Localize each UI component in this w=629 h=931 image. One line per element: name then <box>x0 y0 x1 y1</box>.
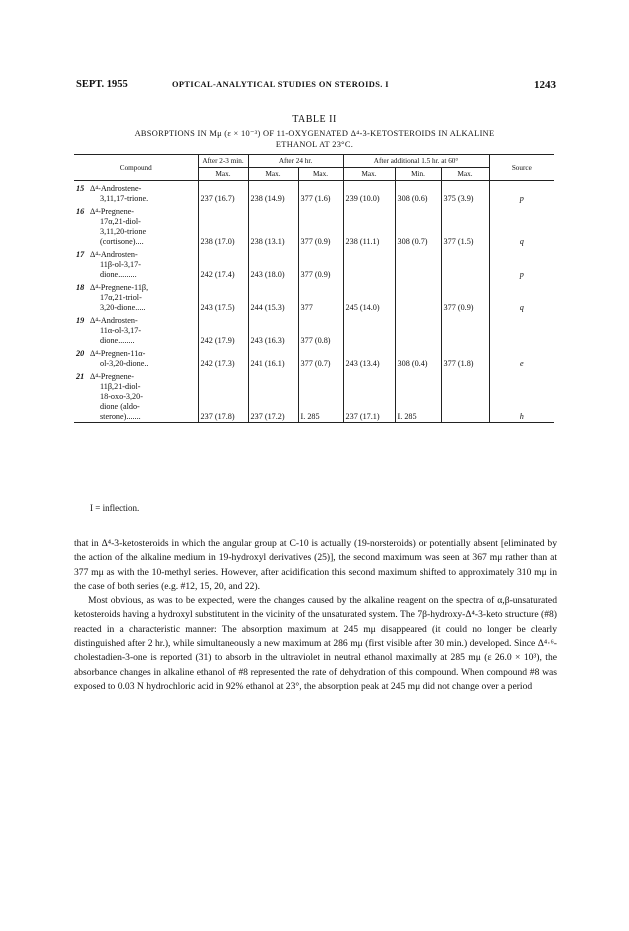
source-cell <box>489 382 554 392</box>
value-cell <box>395 372 441 382</box>
value-cell <box>343 402 395 412</box>
value-cell <box>395 349 441 359</box>
value-cell: 308 (0.7) <box>395 237 441 247</box>
compound-name: 11β,21-diol- <box>100 382 141 391</box>
value-cell: 238 (13.1) <box>248 237 298 247</box>
source-cell: e <box>489 359 554 369</box>
value-cell <box>298 402 343 412</box>
value-cell <box>441 270 489 280</box>
value-cell: 377 (0.9) <box>441 303 489 313</box>
compound-number <box>74 359 88 369</box>
compound-name: 3,11,17-trione. <box>100 194 149 203</box>
value-cell <box>298 326 343 336</box>
value-cell: 308 (0.6) <box>395 194 441 204</box>
subheader-max: Max. <box>343 168 395 181</box>
value-cell: 238 (17.0) <box>198 237 248 247</box>
value-cell <box>441 382 489 392</box>
value-cell <box>441 349 489 359</box>
value-cell: I. 285 <box>298 412 343 423</box>
value-cell <box>395 283 441 293</box>
value-cell <box>343 217 395 227</box>
value-cell <box>343 293 395 303</box>
value-cell <box>198 217 248 227</box>
value-cell: 237 (17.8) <box>198 412 248 423</box>
value-cell <box>198 207 248 217</box>
table-row <box>74 412 554 423</box>
compound-name: Δ⁴-Pregnene- <box>90 207 135 216</box>
compound-number: 17 <box>76 250 85 259</box>
value-cell <box>395 392 441 402</box>
value-cell <box>198 227 248 237</box>
table-footnote: I = inflection. <box>90 503 140 513</box>
compound-number <box>74 260 88 270</box>
value-cell <box>441 217 489 227</box>
value-cell <box>395 250 441 260</box>
value-cell <box>198 326 248 336</box>
value-cell <box>248 392 298 402</box>
compound-number: 20 <box>76 349 85 358</box>
value-cell <box>343 184 395 194</box>
value-cell: 243 (17.5) <box>198 303 248 313</box>
table-caption-line2: ETHANOL AT 23°C. <box>275 140 354 149</box>
value-cell: 243 (13.4) <box>343 359 395 369</box>
value-cell <box>343 260 395 270</box>
header-date: SEPT. 1955 <box>76 79 128 90</box>
value-cell <box>441 336 489 346</box>
value-cell <box>441 316 489 326</box>
table-row <box>74 382 554 392</box>
compound-name: 17α,21-diol- <box>100 217 141 226</box>
compound-name: Δ⁴-Pregnene-11β, <box>90 283 149 292</box>
compound-number <box>74 217 88 227</box>
value-cell: 377 (1.6) <box>298 194 343 204</box>
subheader-max: Max. <box>198 168 248 181</box>
table-row <box>74 207 554 217</box>
compound-number: 16 <box>76 207 85 216</box>
header-source: Source <box>489 155 554 181</box>
source-cell: q <box>489 237 554 247</box>
compound-number <box>74 402 88 412</box>
value-cell <box>441 283 489 293</box>
value-cell <box>395 336 441 346</box>
header-after-24-hr: After 24 hr. <box>248 155 343 168</box>
value-cell <box>298 184 343 194</box>
value-cell: 377 (0.9) <box>298 270 343 280</box>
table-row <box>74 402 554 412</box>
source-cell <box>489 184 554 194</box>
table-row <box>74 349 554 359</box>
source-cell: p <box>489 194 554 204</box>
value-cell: 241 (16.1) <box>248 359 298 369</box>
value-cell: 243 (16.3) <box>248 336 298 346</box>
compound-name: dione (aldo- <box>100 402 140 411</box>
table-row <box>74 250 554 260</box>
value-cell <box>343 392 395 402</box>
source-cell <box>489 326 554 336</box>
source-cell <box>489 227 554 237</box>
value-cell <box>248 349 298 359</box>
compound-name: Δ⁴-Androstene- <box>90 184 142 193</box>
compound-name: 3,20-dione..... <box>100 303 146 312</box>
value-cell <box>343 336 395 346</box>
running-header <box>76 79 556 95</box>
value-cell <box>441 402 489 412</box>
source-cell <box>489 207 554 217</box>
value-cell <box>198 283 248 293</box>
compound-name: dione......... <box>100 270 137 279</box>
value-cell <box>298 250 343 260</box>
table-row <box>74 283 554 293</box>
value-cell <box>248 382 298 392</box>
subheader-max: Max. <box>298 168 343 181</box>
value-cell: 377 (1.8) <box>441 359 489 369</box>
table-row <box>74 372 554 382</box>
table-row <box>74 336 554 346</box>
compound-number <box>74 336 88 346</box>
value-cell <box>441 293 489 303</box>
source-cell <box>489 283 554 293</box>
value-cell <box>298 217 343 227</box>
value-cell <box>343 316 395 326</box>
value-cell <box>343 207 395 217</box>
compound-number <box>74 382 88 392</box>
value-cell <box>248 250 298 260</box>
value-cell <box>441 392 489 402</box>
compound-name: 11α-ol-3,17- <box>100 326 142 335</box>
value-cell <box>343 382 395 392</box>
value-cell <box>198 316 248 326</box>
table-row <box>74 260 554 270</box>
value-cell <box>298 227 343 237</box>
value-cell <box>248 260 298 270</box>
value-cell <box>343 326 395 336</box>
value-cell <box>248 227 298 237</box>
value-cell <box>395 326 441 336</box>
table-row <box>74 303 554 313</box>
value-cell: 377 (0.8) <box>298 336 343 346</box>
value-cell <box>248 293 298 303</box>
value-cell <box>395 382 441 392</box>
compound-name: sterone)....... <box>100 412 141 421</box>
value-cell: 237 (17.2) <box>248 412 298 423</box>
value-cell <box>441 326 489 336</box>
value-cell <box>343 227 395 237</box>
value-cell <box>248 372 298 382</box>
table-row <box>74 270 554 280</box>
value-cell: 238 (11.1) <box>343 237 395 247</box>
value-cell <box>343 250 395 260</box>
header-title: OPTICAL-ANALYTICAL STUDIES ON STEROIDS. I <box>172 80 389 89</box>
compound-name: ol-3,20-dione.. <box>100 359 149 368</box>
value-cell <box>198 184 248 194</box>
paragraph: that in Δ⁴-3-ketosteroids in which the angular group at C-10 is actually (19-norsteroids) or potentially absent [eliminated by the action of the alkaline medium in 19-hydroxyl derivatives (25)], the second maximum was seen at 367 mμ rather than at 377 mμ as with the 10-methyl series. However, after acidification this second maximum shifted to approximately 310 mμ in the case of both series (e.g. #12, 15, 20, and 22). <box>74 538 557 592</box>
value-cell <box>198 382 248 392</box>
value-cell: 237 (17.1) <box>343 412 395 423</box>
value-cell <box>298 260 343 270</box>
body-text <box>74 537 557 694</box>
subheader-max: Max. <box>248 168 298 181</box>
table-row <box>74 237 554 247</box>
value-cell <box>248 316 298 326</box>
table-row <box>74 392 554 402</box>
value-cell: 375 (3.9) <box>441 194 489 204</box>
value-cell <box>343 283 395 293</box>
compound-number: 15 <box>76 184 85 193</box>
value-cell <box>248 207 298 217</box>
value-cell: 308 (0.4) <box>395 359 441 369</box>
value-cell: 237 (16.7) <box>198 194 248 204</box>
value-cell <box>248 217 298 227</box>
value-cell <box>395 184 441 194</box>
source-cell <box>489 372 554 382</box>
compound-number: 18 <box>76 283 85 292</box>
source-cell <box>489 336 554 346</box>
compound-number <box>74 270 88 280</box>
subheader-min: Min. <box>395 168 441 181</box>
compound-number <box>74 303 88 313</box>
source-cell: p <box>489 270 554 280</box>
value-cell <box>298 316 343 326</box>
source-cell <box>489 349 554 359</box>
table-caption: ABSORPTIONS IN Mμ (ε × 10⁻³) OF 11-OXYGENATED Δ⁴-3-KETOSTEROIDS IN ALKALINE <box>134 129 495 138</box>
value-cell <box>395 227 441 237</box>
paragraph: Most obvious, as was to be expected, were the changes caused by the alkaline reagent on the spectra of α,β-unsaturated ketosteroids having a hydroxyl substitutent in the vicinity of the unsaturated system. The 7β-hydroxy-Δ⁴-3-keto structure (#8) reacted in a characteristic manner: The absorption maximum at 245 mμ disappeared (it could no longer be clearly distinguished after 2 hr.), while simultaneously a new maximum at 286 mμ (first visible after 30 min.) developed. Since Δ⁴·⁶-cholestadien-3-one is reported (31) to absorb in the ultraviolet in neutral ethanol maximally at 285 mμ (ε 26.0 × 10³), the absorbance changes in alkaline ethanol of #8 represented the rate of dehydration of this compound. When compound #8 was exposed to 0.03 N hydrochloric acid in 92% ethanol at 23°, the absorption peak at 245 mμ did not change over a period <box>74 595 557 692</box>
compound-number <box>74 227 88 237</box>
table-row <box>74 359 554 369</box>
value-cell <box>441 227 489 237</box>
value-cell <box>441 260 489 270</box>
value-cell: 244 (15.3) <box>248 303 298 313</box>
compound-number <box>74 194 88 204</box>
source-cell: q <box>489 303 554 313</box>
compound-number <box>74 237 88 247</box>
value-cell <box>298 349 343 359</box>
value-cell <box>248 184 298 194</box>
source-cell <box>489 260 554 270</box>
compound-name: Δ⁴-Androsten- <box>90 250 138 259</box>
table-row <box>74 326 554 336</box>
value-cell <box>198 250 248 260</box>
value-cell <box>298 382 343 392</box>
compound-number: 21 <box>76 372 85 381</box>
value-cell <box>395 293 441 303</box>
value-cell: 377 (0.7) <box>298 359 343 369</box>
compound-name: 3,11,20-trione <box>100 227 147 236</box>
compound-number: 19 <box>76 316 85 325</box>
value-cell: 377 (1.5) <box>441 237 489 247</box>
source-cell <box>489 392 554 402</box>
table-row <box>74 227 554 237</box>
subheader-max: Max. <box>441 168 489 181</box>
absorption-table <box>74 154 554 423</box>
value-cell: 238 (14.9) <box>248 194 298 204</box>
header-after-2-3-min: After 2-3 min. <box>198 155 248 168</box>
value-cell <box>343 372 395 382</box>
value-cell <box>395 270 441 280</box>
compound-number <box>74 412 88 423</box>
value-cell: 242 (17.4) <box>198 270 248 280</box>
compound-name: Δ⁴-Pregnen-11α- <box>90 349 146 358</box>
value-cell <box>441 372 489 382</box>
value-cell <box>298 207 343 217</box>
table-row <box>74 194 554 204</box>
value-cell <box>198 392 248 402</box>
source-cell <box>489 250 554 260</box>
compound-name: Δ⁴-Androsten- <box>90 316 138 325</box>
value-cell <box>248 402 298 412</box>
source-cell: h <box>489 412 554 423</box>
value-cell <box>343 270 395 280</box>
value-cell <box>395 303 441 313</box>
table-row <box>74 293 554 303</box>
source-cell <box>489 316 554 326</box>
value-cell <box>198 402 248 412</box>
value-cell <box>395 217 441 227</box>
value-cell <box>298 283 343 293</box>
value-cell: 239 (10.0) <box>343 194 395 204</box>
value-cell <box>298 293 343 303</box>
value-cell <box>395 402 441 412</box>
table-row <box>74 316 554 326</box>
value-cell <box>298 372 343 382</box>
source-cell <box>489 293 554 303</box>
source-cell <box>489 402 554 412</box>
value-cell <box>441 412 489 423</box>
value-cell <box>248 326 298 336</box>
header-compound: Compound <box>74 155 198 181</box>
compound-number <box>74 392 88 402</box>
value-cell: 242 (17.3) <box>198 359 248 369</box>
value-cell <box>441 184 489 194</box>
table-row <box>74 217 554 227</box>
value-cell <box>198 372 248 382</box>
value-cell <box>395 207 441 217</box>
value-cell: I. 285 <box>395 412 441 423</box>
compound-name: Δ⁴-Pregnene- <box>90 372 135 381</box>
compound-name: (cortisone).... <box>100 237 144 246</box>
value-cell <box>441 207 489 217</box>
value-cell: 245 (14.0) <box>343 303 395 313</box>
compound-number <box>74 326 88 336</box>
value-cell <box>441 250 489 260</box>
table-title: TABLE II <box>292 114 337 125</box>
value-cell <box>198 260 248 270</box>
compound-name: dione........ <box>100 336 135 345</box>
compound-number <box>74 293 88 303</box>
value-cell <box>248 283 298 293</box>
source-cell <box>489 217 554 227</box>
compound-name: 11β-ol-3,17- <box>100 260 141 269</box>
page-number: 1243 <box>534 79 556 91</box>
value-cell: 377 <box>298 303 343 313</box>
value-cell: 242 (17.9) <box>198 336 248 346</box>
value-cell: 377 (0.9) <box>298 237 343 247</box>
value-cell <box>395 316 441 326</box>
value-cell: 243 (18.0) <box>248 270 298 280</box>
value-cell <box>343 349 395 359</box>
value-cell <box>395 260 441 270</box>
compound-name: 17α,21-triol- <box>100 293 142 302</box>
value-cell <box>198 293 248 303</box>
header-after-additional: After additional 1.5 hr. at 60° <box>343 155 489 168</box>
value-cell <box>298 392 343 402</box>
value-cell <box>198 349 248 359</box>
compound-name: 18-oxo-3,20- <box>100 392 143 401</box>
table-row <box>74 184 554 194</box>
